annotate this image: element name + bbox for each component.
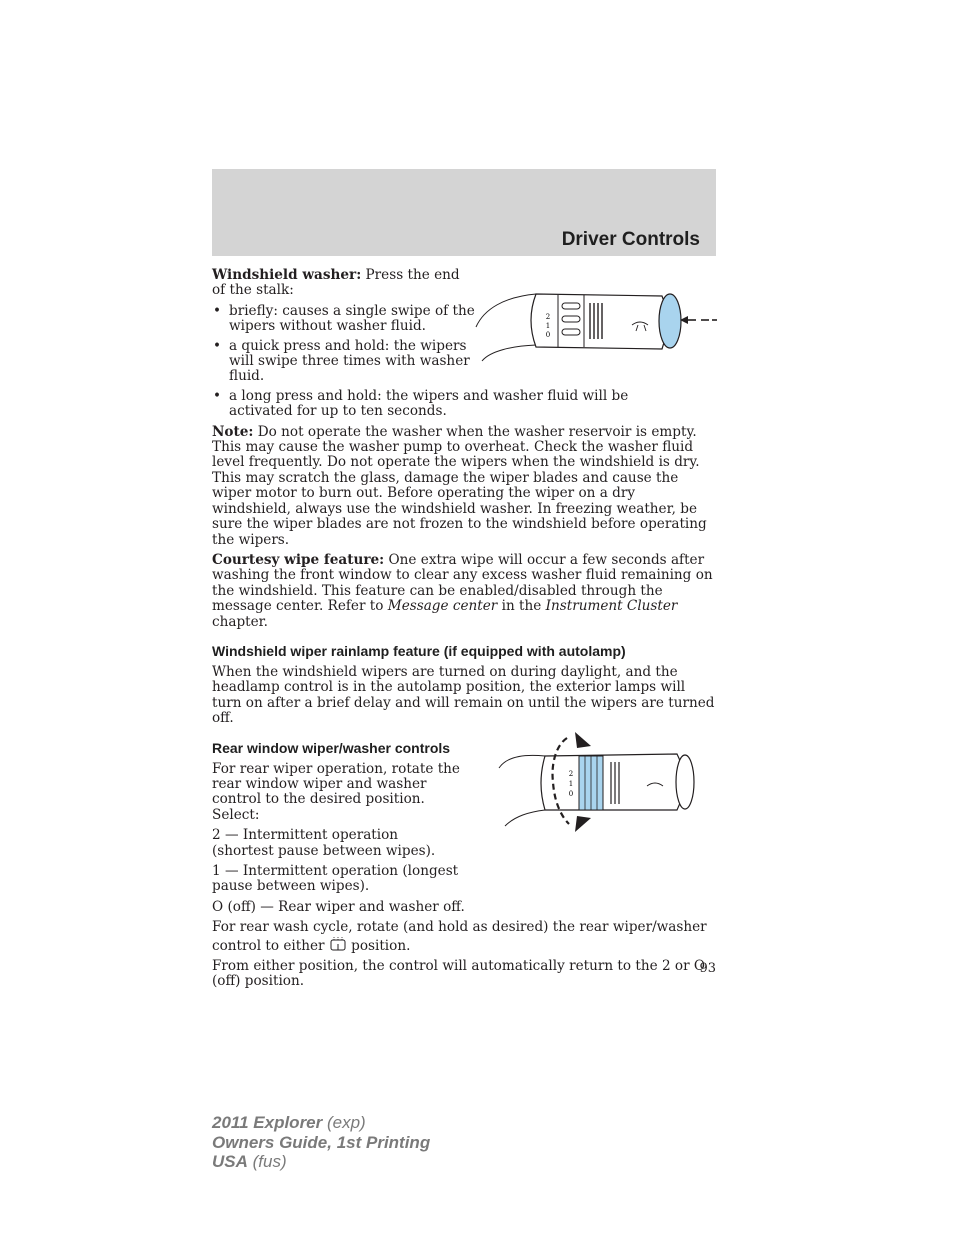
rear-option-0: O (off) — Rear wiper and washer off. bbox=[212, 898, 465, 915]
footer-model-code: (exp) bbox=[322, 1113, 366, 1132]
note-label: Note: bbox=[212, 423, 254, 440]
rear-intro: For rear wiper operation, rotate the rear window wiper and washer control to the desired position. Select: bbox=[212, 760, 460, 823]
rear-wash-paragraph bbox=[212, 920, 716, 954]
rear-wash-text-a: For rear wash cycle, rotate (and hold as desired) the rear wiper/washer control to either bbox=[212, 919, 707, 954]
washer-label: Windshield washer: bbox=[212, 267, 362, 283]
instrument-cluster-ref: Instrument Cluster bbox=[545, 598, 678, 615]
footer-model: 2011 Explorer bbox=[212, 1113, 323, 1132]
rear-ring-label-2: 2 bbox=[568, 770, 574, 778]
list-item: • a long press and hold: the wipers and washer fluid will be activated for up to ten seconds. bbox=[212, 389, 639, 420]
courtesy-text-3: chapter. bbox=[212, 613, 269, 630]
list-item: • briefly: causes a single swipe of the wipers without washer fluid. bbox=[212, 304, 491, 335]
rear-ring-label-0: 0 bbox=[568, 790, 574, 798]
washer-intro bbox=[212, 268, 474, 299]
courtesy-label: Courtesy wipe feature: bbox=[212, 551, 385, 568]
courtesy-paragraph bbox=[212, 553, 716, 630]
rear-heading: Rear window wiper/washer controls bbox=[212, 739, 451, 756]
footer-market: USA bbox=[212, 1152, 248, 1171]
page-content bbox=[212, 268, 716, 995]
rainlamp-paragraph: When the windshield wipers are turned on during daylight, and the headlamp control is in the autolamp position, the exterior lamps will turn on after a brief delay and will remain on until the wipers are turned off. bbox=[212, 663, 715, 727]
courtesy-text-2: in the bbox=[497, 598, 546, 615]
rear-option-1: 1 — Intermittent operation (longest pause between wipes). bbox=[212, 863, 459, 895]
footer-printing: Owners Guide, 1st Printing bbox=[212, 1132, 431, 1152]
rainlamp-heading: Windshield wiper rainlamp feature (if equipped with autolamp) bbox=[212, 642, 626, 659]
footer-market-code: (fus) bbox=[247, 1152, 287, 1171]
rear-wash-text-b: position. bbox=[346, 937, 411, 954]
ring-label-1: 1 bbox=[545, 322, 551, 330]
washer-bullets bbox=[212, 304, 716, 420]
washer-text-line-1: Press the end bbox=[361, 267, 460, 283]
message-center-ref: Message center bbox=[387, 598, 498, 615]
washer-text-line-2: of the stalk: bbox=[212, 282, 294, 299]
rear-return-paragraph: From either position, the control will automatically return to the 2 or O (off) position. bbox=[212, 958, 706, 990]
ring-label-0: 0 bbox=[545, 331, 551, 339]
rear-washer-position-icon bbox=[329, 936, 347, 952]
footer-imprint bbox=[212, 1113, 430, 1172]
rear-option-2: 2 — Intermittent operation (shortest pause between wipes). bbox=[212, 827, 436, 859]
header-band bbox=[212, 169, 716, 256]
note-text: Do not operate the washer when the washer reservoir is empty. This may cause the washer pump to overheat. Check the washer fluid level frequently. Do not operate the wipers when the windshield is dry. This may scratch the glass, damage the wiper blades and cause the wiper motor to burn out. Before operating the wiper on a dry windshield, always use the windshield washer. In freezing weather, be sure the wiper blades are not frozen to the windshield before operating the wipers. bbox=[212, 423, 707, 548]
list-item: • a quick press and hold: the wipers will swipe three times with washer fluid. bbox=[212, 339, 491, 385]
ring-label-2: 2 bbox=[545, 313, 551, 321]
courtesy-text-1: One extra wipe will occur a few seconds after washing the front window to clear any excess washer fluid remaining on the windshield. This feature can be enabled/disabled through the message center. Refer to bbox=[212, 551, 713, 615]
section-title: Driver Controls bbox=[561, 229, 700, 250]
note-paragraph bbox=[212, 425, 716, 548]
rear-ring-label-1: 1 bbox=[568, 780, 574, 788]
page-number: 93 bbox=[699, 961, 716, 976]
